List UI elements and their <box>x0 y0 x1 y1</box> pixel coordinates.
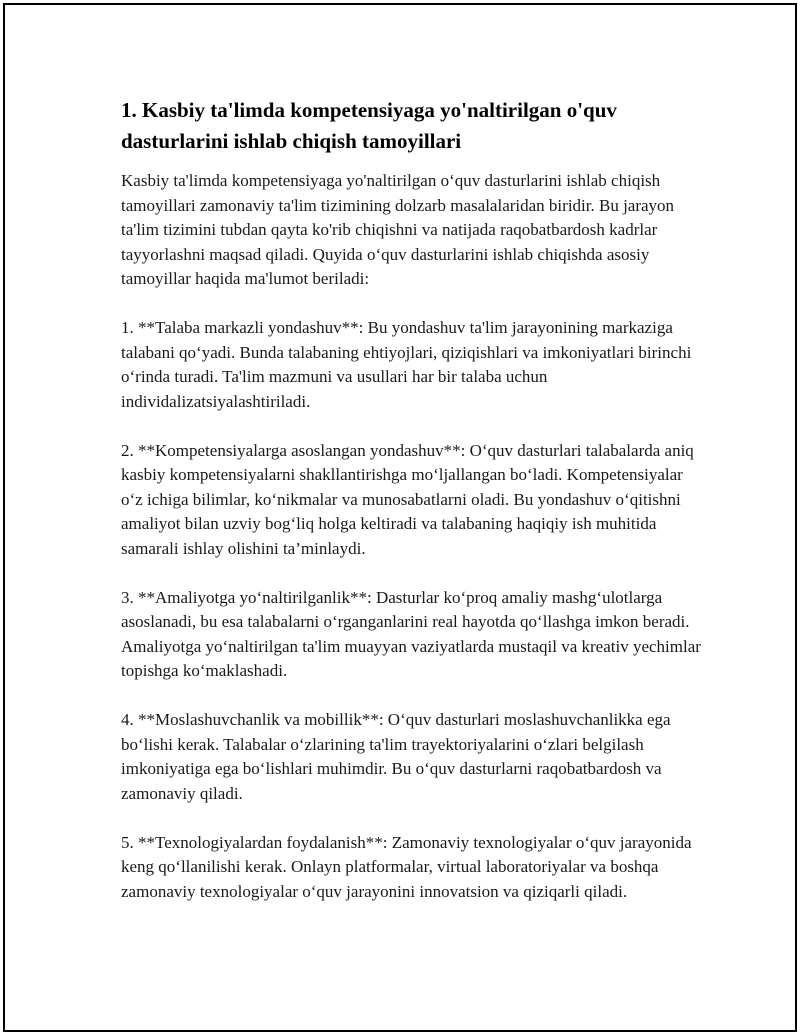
page-frame <box>3 3 797 1032</box>
principle-competency-based: 2. **Kompetensiyalarga asoslangan yondashuv**: O‘quv dasturlari talabalarda aniq kasbiy kompetensiyalarni shakllantirishga mo‘ljallangan bo‘ladi. Kompetensiyalar o‘z ichiga bilimlar, ko‘nikmalar va munosabatlarni oladi. Bu yondashuv o‘qitishni amaliyot bilan uzviy bog‘liq holga keltiradi va talabaning haqiqiy ish muhitida samarali ishlay olishini ta’minlaydi. <box>121 440 694 558</box>
principle-flexibility-mobility: 4. **Moslashuvchanlik va mobillik**: O‘quv dasturlari moslashuvchanlikka ega bo‘lishi kerak. Talabalar o‘zlarining ta'lim trayektoriyalarini o‘zlari belgilash imkoniyatiga ega bo‘lishlari muhimdir. Bu o‘quv dasturlarni raqobatbardosh va zamonaviy qiladi. <box>121 710 671 803</box>
intro-paragraph: Kasbiy ta'limda kompetensiyaga yo'naltirilgan o‘quv dasturlarini ishlab chiqish tamoyillari zamonaviy ta'lim tizimining dolzarb masalalaridan biridir. Bu jarayon ta'lim tizimini tubdan qayta ko'rib chiqishni va natijada raqobatbardosh kadrlar tayyorlashni maqsad qiladi. Quyida o‘quv dasturlarini ishlab chiqishda asosiy tamoyillar haqida ma'lumot beriladi: <box>121 171 675 288</box>
document-title: 1. Kasbiy ta'limda kompetensiyaga yo'naltirilgan o'quv dasturlarini ishlab chiqish tamoyillari <box>121 98 617 153</box>
principle-practice-oriented: 3. **Amaliyotga yo‘naltirilganlik**: Dasturlar ko‘proq amaliy mashg‘ulotlarga asoslanadi, bu esa talabalarni o‘rganganlarini real hayotda qo‘llashga imkon beradi. Amaliyotga yo‘naltirilgan ta'lim muayyan vaziyatlarda mustaqil va kreativ yechimlar topishga ko‘maklashadi. <box>121 587 701 680</box>
principle-student-centered: 1. **Talaba markazli yondashuv**: Bu yondashuv ta'lim jarayonining markaziga talabani qo‘yadi. Bunda talabaning ehtiyojlari, qiziqishlari va imkoniyatlari birinchi o‘rinda turadi. Ta'lim mazmuni va usullari har bir talaba uchun individalizatsiyalashtiriladi. <box>121 318 692 411</box>
principle-technology-use: 5. **Texnologiyalardan foydalanish**: Zamonaviy texnologiyalar o‘quv jarayonida keng qo‘llanilishi kerak. Onlayn platformalar, virtual laboratoriyalar va boshqa zamonaviy texnologiyalar o‘quv jarayonini innovatsion va qiziqarli qiladi. <box>121 832 692 901</box>
document-body <box>121 95 701 904</box>
